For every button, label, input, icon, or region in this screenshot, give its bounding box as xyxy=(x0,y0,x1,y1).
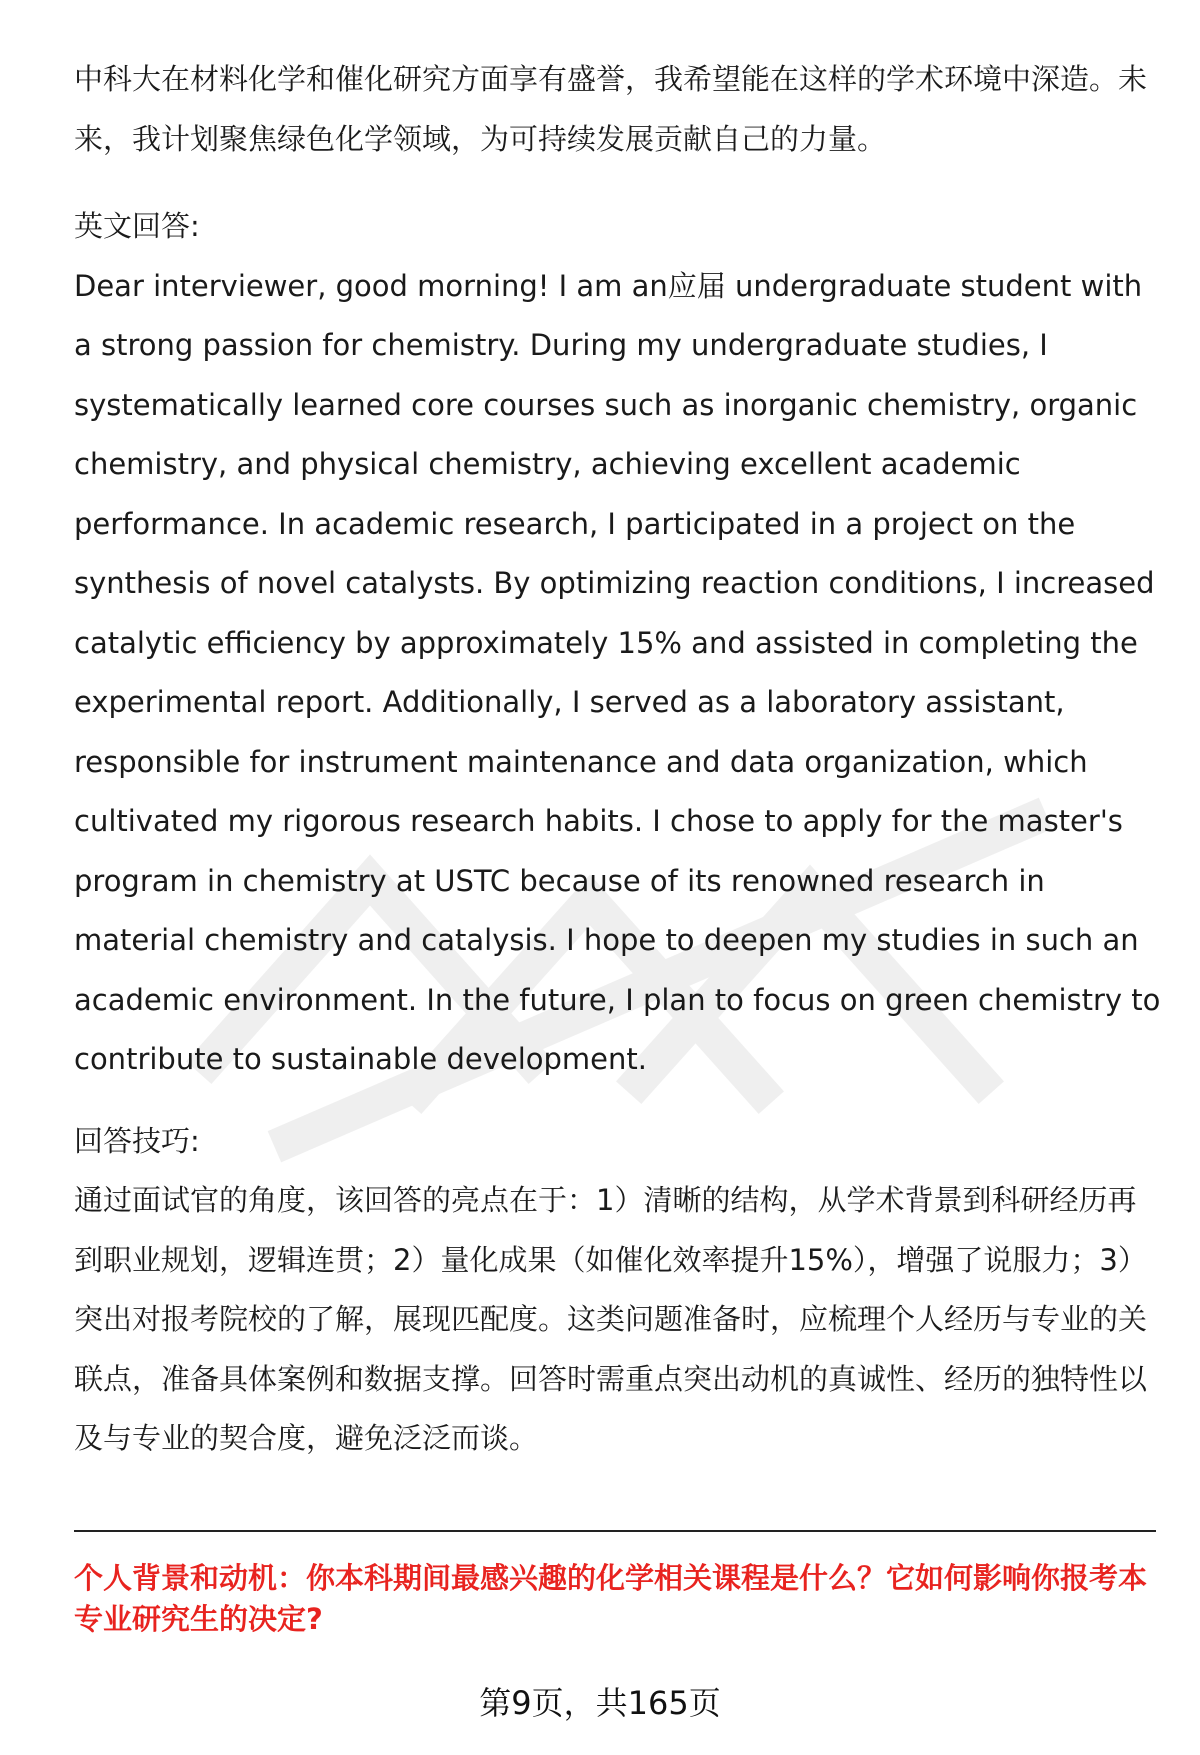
intro-continued-paragraph: 中科大在材料化学和催化研究方面享有盛誉，我希望能在这样的学术环境中深造。未来，我计划聚焦绿色化学领域，为可持续发展贡献自己的力量。 xyxy=(74,62,1148,156)
section-divider xyxy=(74,1530,1156,1532)
document-body xyxy=(74,50,1164,1469)
english-answer-paragraph: Dear interviewer, good morning! I am an应届 undergraduate student with a strong passion for chemistry. During my undergraduate studies, I systematically learned core courses such as inorganic chemistry, organic chemistry, and physical chemistry, achieving excellent academic performance. In academic research, I participated in a project on the synthesis of novel catalysts. By optimizing reaction conditions, I increased catalytic efficiency by approximately 15% and assisted in completing the experimental report. Additionally, I served as a laboratory assistant, responsible for instrument maintenance and data organization, which cultivated my rigorous research habits. I chose to apply for the master's program in chemistry at USTC because of its renowned research in material chemistry and catalysis. I hope to deepen my studies in such an academic environment. In the future, I plan to focus on green chemistry to contribute to sustainable development. xyxy=(74,268,1161,1076)
tips-paragraph: 通过面试官的角度，该回答的亮点在于：1）清晰的结构，从学术背景到科研经历再到职业规划，逻辑连贯；2）量化成果（如催化效率提升15%），增强了说服力；3）突出对报考院校的了解，展现匹配度。这类问题准备时，应梳理个人经历与专业的关联点，准备具体案例和数据支撑。回答时需重点突出动机的真诚性、经历的独特性以及与专业的契合度，避免泛泛而谈。 xyxy=(74,1183,1148,1455)
next-question-title: 个人背景和动机：你本科期间最感兴趣的化学相关课程是什么？它如何影响你报考本专业研究生的决定? xyxy=(74,1561,1148,1636)
page-number-footer: 第9页，共165页 xyxy=(479,1684,721,1722)
tips-heading: 回答技巧: xyxy=(74,1123,200,1158)
english-answer-heading: 英文回答: xyxy=(74,209,200,243)
